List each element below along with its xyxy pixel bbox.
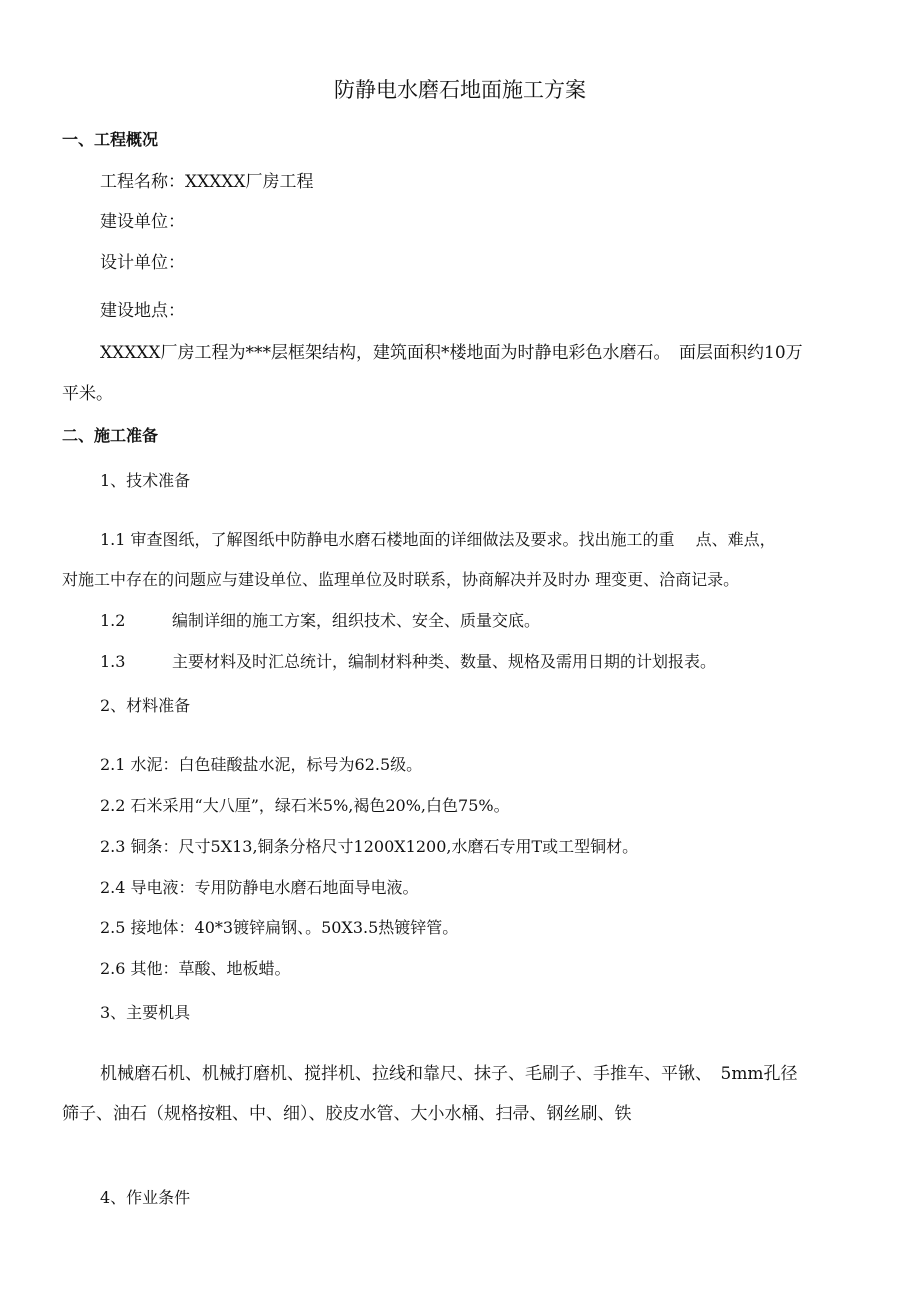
item-1-1-line-1: 1.1 审查图纸，了解图纸中防静电水磨石楼地面的详细做法及要求。找出施工的重 点、难点，: [100, 530, 776, 549]
section-heading-overview: 一、工程概况: [62, 130, 159, 149]
item-1-1-line-2: 对施工中存在的问题应与建设单位、监理单位及时联系，协商解决并及时办 理变更、洽商记录。: [62, 570, 740, 589]
document-title: 防静电水磨石地面施工方案: [334, 78, 586, 102]
material-item: 2.5 接地体：40*3镀锌扁钢、。50X3.5热镀锌管。: [100, 918, 459, 937]
tools-line-2: 筛子、油石（规格按粗、中、细）、胶皮水管、大小水桶、扫帚、钢丝刷、铁: [62, 1104, 632, 1124]
description-line-2: 平米。: [62, 384, 113, 404]
location-line: 建设地点：: [100, 301, 185, 321]
subsection-title-materials: 2、材料准备: [100, 696, 191, 715]
description-line-1: XXXXX厂房工程为***层框架结构，建筑面积*楼地面为时静电彩色水磨石。 面层面积约10万: [100, 343, 803, 363]
subsection-title-conditions: 4、作业条件: [100, 1188, 191, 1207]
item-1-2-text: 编制详细的施工方案，组织技术、安全、质量交底。: [172, 611, 541, 630]
material-item: 2.1 水泥：白色硅酸盐水泥，标号为62.5级。: [100, 755, 423, 774]
designer-line: 设计单位：: [100, 253, 185, 273]
item-1-3-text: 主要材料及时汇总统计，编制材料种类、数量、规格及需用日期的计划报表。: [172, 652, 717, 671]
subsection-title-technical: 1、技术准备: [100, 471, 191, 490]
material-item: 2.3 铜条：尺寸5X13,铜条分格尺寸1200X1200,水磨石专用T或工型铜材。: [100, 837, 639, 856]
builder-line: 建设单位：: [100, 212, 185, 232]
item-1-3-number: 1.3: [100, 652, 126, 671]
project-name-line: 工程名称：XXXXX厂房工程: [100, 172, 314, 192]
material-item: 2.4 导电液：专用防静电水磨石地面导电液。: [100, 878, 419, 897]
material-item: 2.6 其他：草酸、地板蜡。: [100, 959, 291, 978]
subsection-title-tools: 3、主要机具: [100, 1003, 191, 1022]
section-heading-preparation: 二、施工准备: [62, 426, 159, 445]
material-item: 2.2 石米采用“大八厘”，绿石米5%,褐色20%,白色75%。: [100, 796, 510, 815]
item-1-2-number: 1.2: [100, 611, 126, 630]
tools-line-1: 机械磨石机、机械打磨机、搅拌机、拉线和靠尺、抹子、毛刷子、手推车、平锹、 5mm孔径: [100, 1064, 798, 1084]
